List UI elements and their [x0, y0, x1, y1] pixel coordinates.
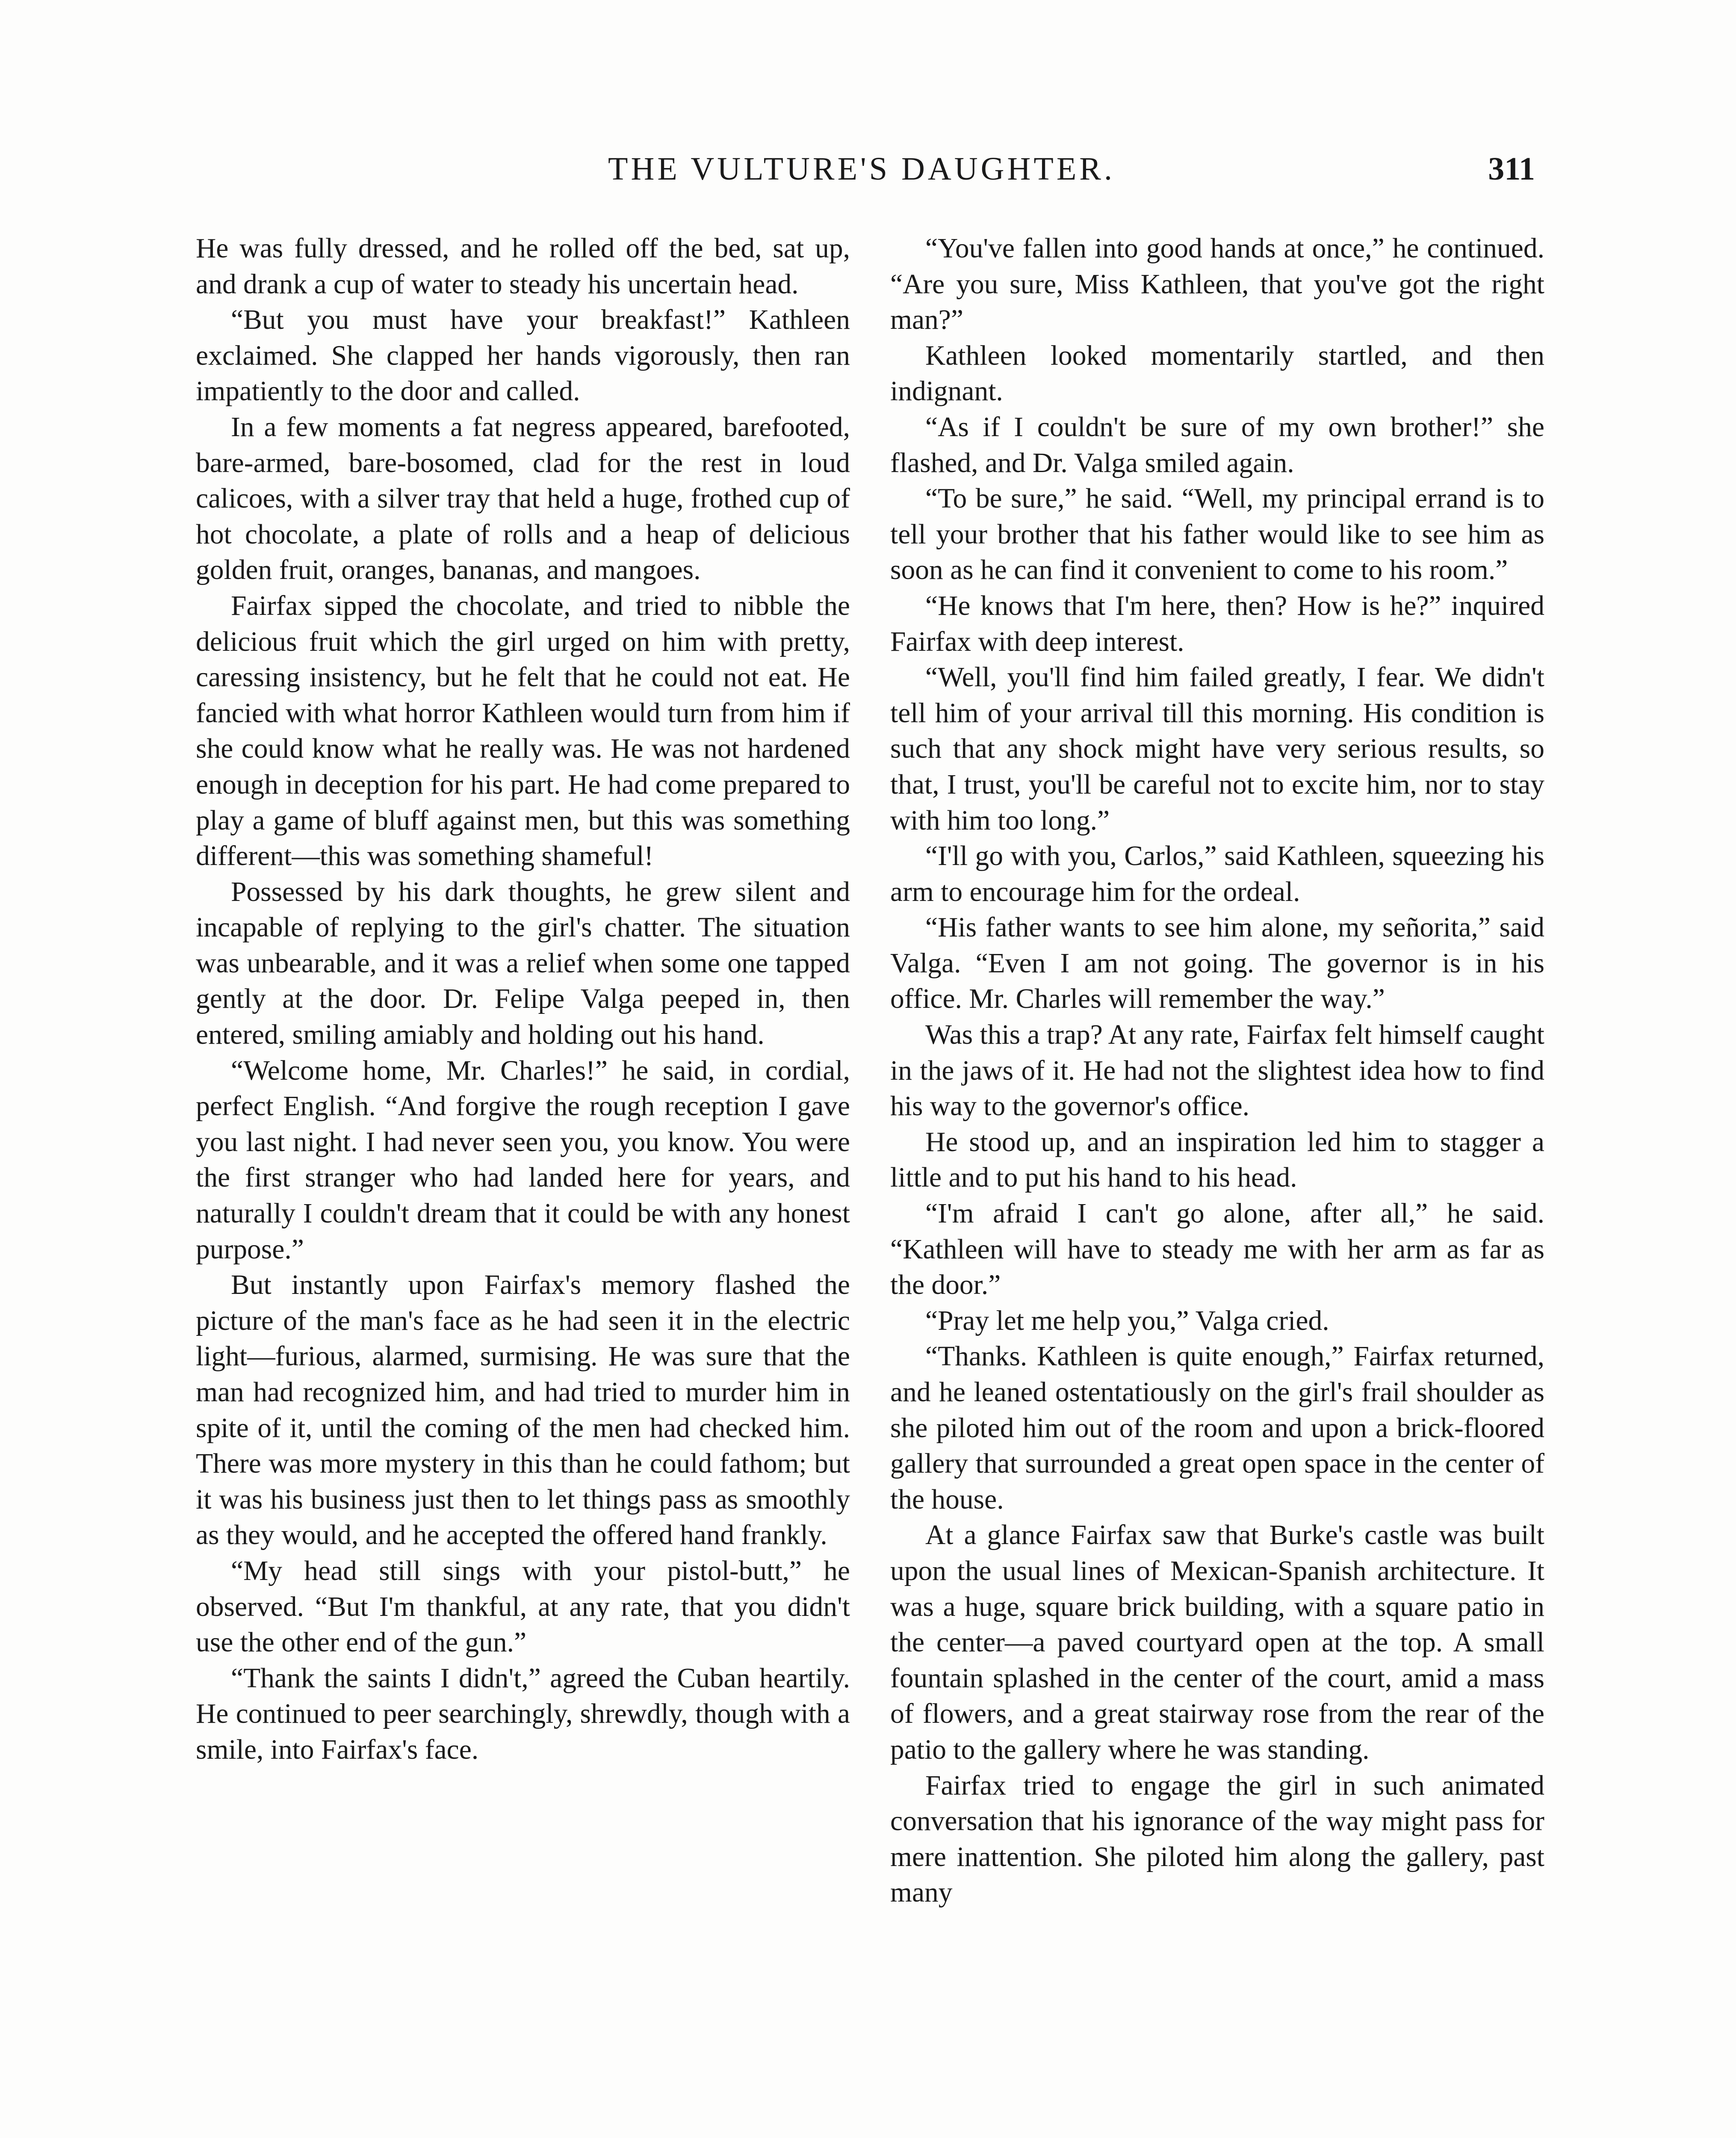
paragraph: “To be sure,” he said. “Well, my principal errand is to tell your brother that his father would like to see him as soon as he can find it convenient to come to his room.” — [890, 483, 1544, 586]
paragraph: “But you must have your breakfast!” Kathleen exclaimed. She clapped her hands vigorously, then ran impatiently to the door and called. — [196, 304, 850, 407]
paragraph: Was this a trap? At any rate, Fairfax felt himself caught in the jaws of it. He had not the slightest idea how to find his way to the governor's office. — [890, 1019, 1544, 1122]
paragraph: Fairfax tried to engage the girl in such animated conversation that his ignorance of the way might pass for mere inattention. She piloted him along the gallery, past many — [890, 1770, 1544, 1908]
paragraph: Possessed by his dark thoughts, he grew silent and incapable of replying to the girl's chatter. The situation was unbearable, and it was a relief when some one tapped gently at the door. Dr. Felipe Valga peeped in, then entered, smiling amiably and holding out his hand. — [196, 876, 850, 1051]
paragraph: “I'm afraid I can't go alone, after all,” he said. “Kathleen will have to steady me with her arm as far as the door.” — [890, 1198, 1544, 1301]
paragraph: “Pray let me help you,” Valga cried. — [925, 1305, 1329, 1336]
paragraph: But instantly upon Fairfax's memory flashed the picture of the man's face as he had seen it in the electric light—furious, alarmed, surmising. He was sure that the man had recognized him, and had tried to murder him in spite of it, until the coming of the men had checked him. There was more mystery in this than he could fathom; but it was his business just then to let things pass as smoothly as they would, and he accepted the offered hand frankly. — [196, 1270, 850, 1551]
paragraph: “I'll go with you, Carlos,” said Kathleen, squeezing his arm to encourage him for the ordeal. — [890, 841, 1544, 907]
paragraph: Kathleen looked momentarily startled, and then indignant. — [890, 340, 1544, 407]
text-column-right — [890, 231, 1544, 2138]
page-number: 311 — [1488, 151, 1535, 187]
paragraph: “He knows that I'm here, then? How is he?” inquired Fairfax with deep interest. — [890, 590, 1544, 657]
paragraph: He stood up, and an inspiration led him to stagger a little and to put his hand to his head. — [890, 1126, 1544, 1193]
paragraph: “You've fallen into good hands at once,” he continued. “Are you sure, Miss Kathleen, that you've got the right man?” — [890, 233, 1544, 336]
paragraph: At a glance Fairfax saw that Burke's castle was built upon the usual lines of Mexican-Spanish architecture. It was a huge, square brick building, with a square patio in the center—a paved courtyard open at the top. A small fountain splashed in the center of the court, amid a mass of flowers, and a great stairway rose from the rear of the patio to the gallery where he was standing. — [890, 1520, 1544, 1765]
paragraph: “Thanks. Kathleen is quite enough,” Fairfax returned, and he leaned ostentatiously on the girl's frail shoulder as she piloted him out of the room and upon a brick-floored gallery that surrounded a great open space in the center of the house. — [890, 1341, 1544, 1515]
paragraph: In a few moments a fat negress appeared, barefooted, bare-armed, bare-bosomed, clad for the rest in loud calicoes, with a silver tray that held a huge, frothed cup of hot chocolate, a plate of rolls and a heap of delicious golden fruit, oranges, bananas, and mangoes. — [196, 411, 850, 586]
paragraph: “My head still sings with your pistol-butt,” he observed. “But I'm thankful, at any rate, that you didn't use the other end of the gun.” — [196, 1555, 850, 1658]
paragraph: Fairfax sipped the chocolate, and tried to nibble the delicious fruit which the girl urged on him with pretty, caressing insistency, but he felt that he could not eat. He fancied with what horror Kathleen would turn from him if she could know what he really was. He was not hardened enough in deception for his part. He had come prepared to play a game of bluff against men, but this was something different—this was something shameful! — [196, 590, 850, 872]
text-column-left — [196, 231, 850, 2138]
running-head — [188, 145, 1535, 192]
paragraph: “Thank the saints I didn't,” agreed the Cuban heartily. He continued to peer searchingly, shrewdly, though with a smile, into Fairfax's face. — [196, 1663, 850, 1765]
paragraph: “As if I couldn't be sure of my own brother!” she flashed, and Dr. Valga smiled again. — [890, 411, 1544, 478]
paragraph: He was fully dressed, and he rolled off the bed, sat up, and drank a cup of water to steady his uncertain head. — [196, 233, 850, 300]
paragraph: “Welcome home, Mr. Charles!” he said, in cordial, perfect English. “And forgive the rough reception I gave you last night. I had never seen you, you know. You were the first stranger who had landed here for years, and naturally I couldn't dream that it could be with any honest purpose.” — [196, 1055, 850, 1265]
paragraph: “Well, you'll find him failed greatly, I fear. We didn't tell him of your arrival till this morning. His condition is such that any shock might have very serious results, so that, I trust, you'll be careful not to excite him, nor to stay with him too long.” — [890, 662, 1544, 836]
running-title: THE VULTURE'S DAUGHTER. — [608, 151, 1115, 187]
paragraph: “His father wants to see him alone, my señorita,” said Valga. “Even I am not going. The governor is in his office. Mr. Charles will remember the way.” — [890, 912, 1544, 1015]
